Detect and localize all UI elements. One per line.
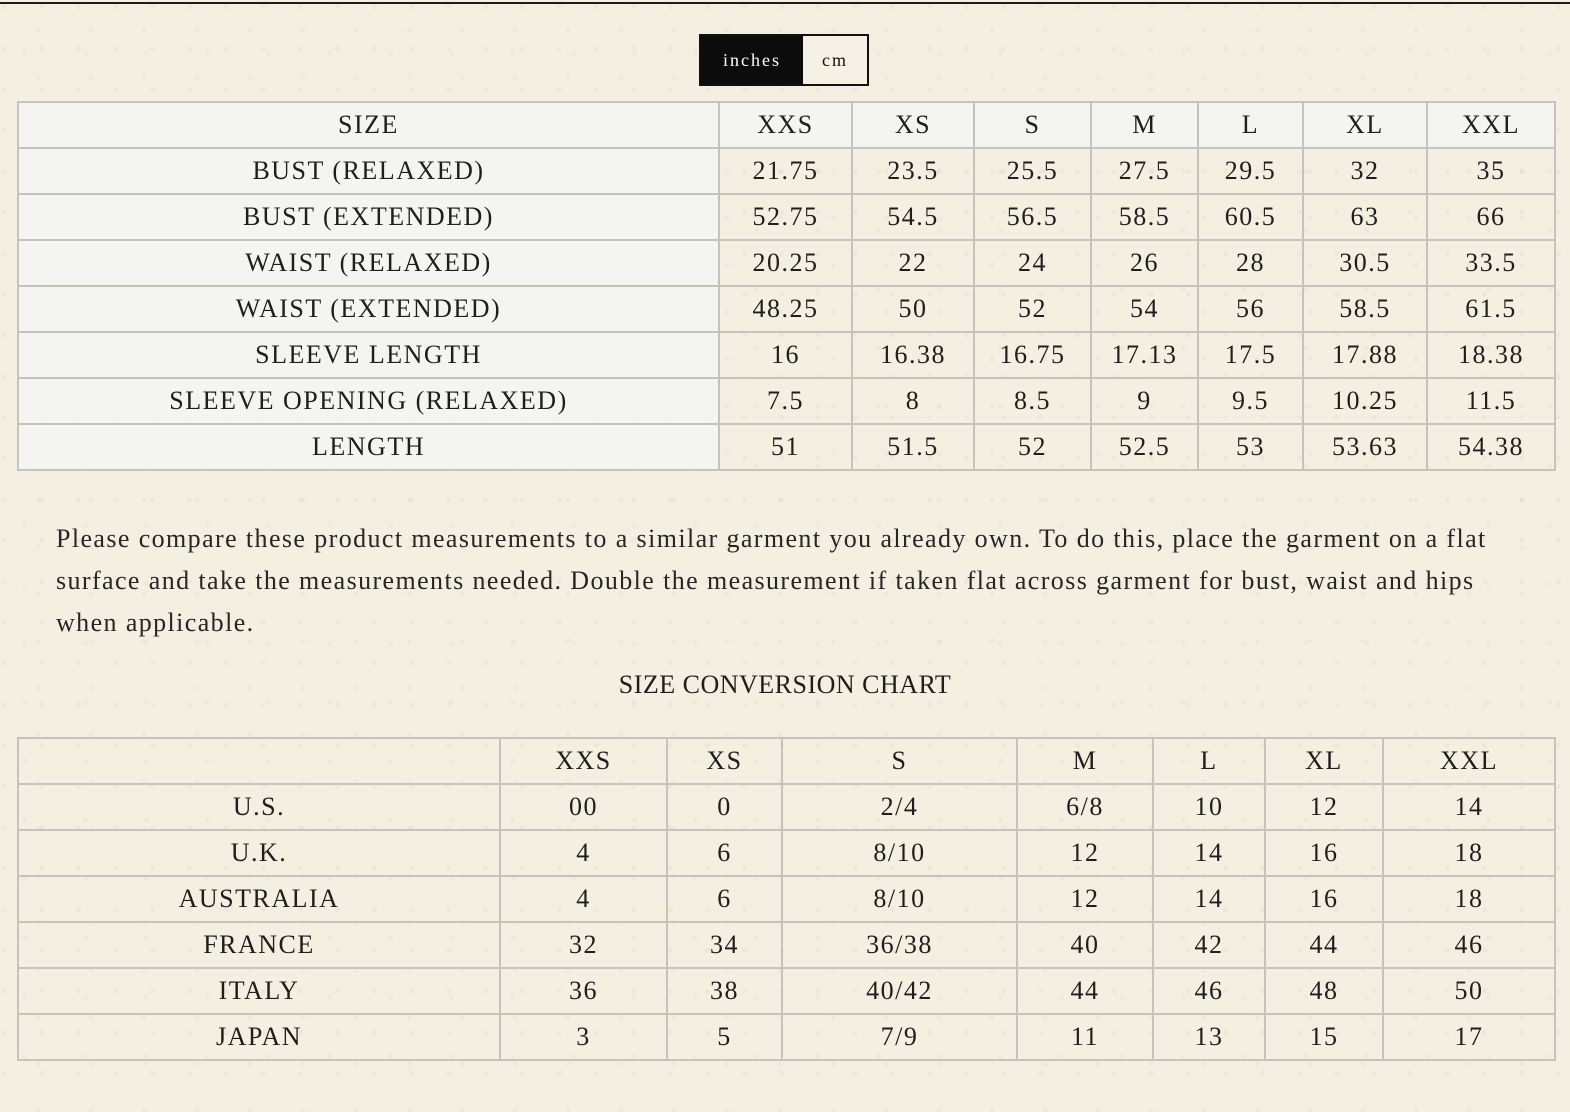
table-cell: 6/8 <box>1017 784 1153 830</box>
table-cell: 10 <box>1153 784 1265 830</box>
table-cell: 30.5 <box>1303 240 1427 286</box>
table-cell: 20.25 <box>719 240 852 286</box>
table-cell: 14 <box>1153 876 1265 922</box>
row-label: SLEEVE LENGTH <box>18 332 719 378</box>
size-header-cell: XXL <box>1427 102 1555 148</box>
table-cell: 17.88 <box>1303 332 1427 378</box>
size-header-cell: XXS <box>719 102 852 148</box>
table-cell: 10.25 <box>1303 378 1427 424</box>
table-cell: 54.38 <box>1427 424 1555 470</box>
table-row <box>18 922 1555 968</box>
size-header-cell: L <box>1198 102 1303 148</box>
table-cell: 51 <box>719 424 852 470</box>
table-cell: 32 <box>500 922 667 968</box>
table-cell: 9 <box>1091 378 1198 424</box>
table-cell: 48.25 <box>719 286 852 332</box>
size-header-cell: M <box>1017 738 1153 784</box>
table-cell: 2/4 <box>782 784 1017 830</box>
table-cell: 7/9 <box>782 1014 1017 1060</box>
table-row <box>18 194 1555 240</box>
table-cell: 54.5 <box>852 194 974 240</box>
table-cell: 26 <box>1091 240 1198 286</box>
size-conversion-table <box>17 737 1556 1061</box>
table-cell: 34 <box>667 922 782 968</box>
table-cell: 42 <box>1153 922 1265 968</box>
table-cell: 5 <box>667 1014 782 1060</box>
table-cell: 56 <box>1198 286 1303 332</box>
size-header-cell: L <box>1153 738 1265 784</box>
conversion-chart-title: SIZE CONVERSION CHART <box>618 670 952 699</box>
table-cell: 0 <box>667 784 782 830</box>
table-cell: 12 <box>1017 830 1153 876</box>
size-header-cell: S <box>974 102 1091 148</box>
table-cell: 3 <box>500 1014 667 1060</box>
row-label: LENGTH <box>18 424 719 470</box>
row-label: WAIST (EXTENDED) <box>18 286 719 332</box>
table-cell: 13 <box>1153 1014 1265 1060</box>
unit-inches-button[interactable]: inches <box>701 36 803 84</box>
table-cell: 40/42 <box>782 968 1017 1014</box>
table-cell: 29.5 <box>1198 148 1303 194</box>
table-cell: 58.5 <box>1303 286 1427 332</box>
table-cell: 25.5 <box>974 148 1091 194</box>
table-cell: 44 <box>1265 922 1383 968</box>
table-cell: 35 <box>1427 148 1555 194</box>
row-label: ITALY <box>18 968 500 1014</box>
table-cell: 22 <box>852 240 974 286</box>
table-cell: 23.5 <box>852 148 974 194</box>
table-cell: 18.38 <box>1427 332 1555 378</box>
row-label: JAPAN <box>18 1014 500 1060</box>
table-cell: 14 <box>1153 830 1265 876</box>
table-cell: 15 <box>1265 1014 1383 1060</box>
table-cell: 16 <box>1265 876 1383 922</box>
table-cell: 00 <box>500 784 667 830</box>
table-cell: 8.5 <box>974 378 1091 424</box>
table-cell: 16.75 <box>974 332 1091 378</box>
table-row <box>18 876 1555 922</box>
table-cell: 18 <box>1383 830 1555 876</box>
table-row <box>18 378 1555 424</box>
measurement-note: Please compare these product measurements to a similar garment you already own. To do this, place the garment on a flat surface and take the measurements needed. Double the measurement if taken flat across garment for bust, waist and hips when applicable. <box>56 524 1487 637</box>
table-cell: 16 <box>719 332 852 378</box>
table-cell: 8 <box>852 378 974 424</box>
table-cell: 32 <box>1303 148 1427 194</box>
row-label: BUST (RELAXED) <box>18 148 719 194</box>
table-row <box>18 286 1555 332</box>
top-divider <box>0 2 1570 4</box>
table-cell: 11 <box>1017 1014 1153 1060</box>
table-row <box>18 968 1555 1014</box>
table-cell: 16.38 <box>852 332 974 378</box>
table-row <box>18 784 1555 830</box>
size-header-cell: XXL <box>1383 738 1555 784</box>
table-cell: 8/10 <box>782 876 1017 922</box>
table-cell: 17 <box>1383 1014 1555 1060</box>
table-cell: 4 <box>500 876 667 922</box>
table-header-row <box>18 738 1555 784</box>
table-row <box>18 830 1555 876</box>
size-header-cell: M <box>1091 102 1198 148</box>
size-corner-label: SIZE <box>18 102 719 148</box>
table-cell: 4 <box>500 830 667 876</box>
row-label: BUST (EXTENDED) <box>18 194 719 240</box>
table-cell: 46 <box>1153 968 1265 1014</box>
table-cell: 36 <box>500 968 667 1014</box>
table-cell: 17.13 <box>1091 332 1198 378</box>
size-header-cell: XXS <box>500 738 667 784</box>
table-row <box>18 240 1555 286</box>
table-cell: 60.5 <box>1198 194 1303 240</box>
table-cell: 27.5 <box>1091 148 1198 194</box>
size-header-cell: XS <box>852 102 974 148</box>
table-header-row <box>18 102 1555 148</box>
size-header-cell: XL <box>1303 102 1427 148</box>
row-label: U.K. <box>18 830 500 876</box>
row-label: AUSTRALIA <box>18 876 500 922</box>
row-label: U.S. <box>18 784 500 830</box>
table-row <box>18 1014 1555 1060</box>
table-cell: 50 <box>852 286 974 332</box>
row-label: SLEEVE OPENING (RELAXED) <box>18 378 719 424</box>
table-cell: 6 <box>667 876 782 922</box>
table-cell: 12 <box>1017 876 1153 922</box>
table-cell: 12 <box>1265 784 1383 830</box>
table-cell: 40 <box>1017 922 1153 968</box>
size-header-cell: XS <box>667 738 782 784</box>
table-cell: 53.63 <box>1303 424 1427 470</box>
table-row <box>18 148 1555 194</box>
table-cell: 17.5 <box>1198 332 1303 378</box>
table-cell: 63 <box>1303 194 1427 240</box>
table-cell: 50 <box>1383 968 1555 1014</box>
size-header-cell: S <box>782 738 1017 784</box>
table-cell: 51.5 <box>852 424 974 470</box>
table-cell: 66 <box>1427 194 1555 240</box>
table-cell: 53 <box>1198 424 1303 470</box>
table-cell: 48 <box>1265 968 1383 1014</box>
table-cell: 56.5 <box>974 194 1091 240</box>
table-cell: 44 <box>1017 968 1153 1014</box>
table-cell: 9.5 <box>1198 378 1303 424</box>
table-cell: 24 <box>974 240 1091 286</box>
table-cell: 16 <box>1265 830 1383 876</box>
table-cell: 21.75 <box>719 148 852 194</box>
table-cell: 6 <box>667 830 782 876</box>
unit-cm-button[interactable]: cm <box>822 49 848 70</box>
table-cell: 52 <box>974 286 1091 332</box>
table-cell: 52.5 <box>1091 424 1198 470</box>
table-row <box>18 424 1555 470</box>
table-cell: 61.5 <box>1427 286 1555 332</box>
table-cell: 14 <box>1383 784 1555 830</box>
table-cell: 28 <box>1198 240 1303 286</box>
unit-toggle <box>699 34 869 86</box>
table-cell: 11.5 <box>1427 378 1555 424</box>
table-cell: 52.75 <box>719 194 852 240</box>
table-cell: 33.5 <box>1427 240 1555 286</box>
table-cell: 54 <box>1091 286 1198 332</box>
size-header-cell: XL <box>1265 738 1383 784</box>
table-cell: 52 <box>974 424 1091 470</box>
table-cell: 18 <box>1383 876 1555 922</box>
conversion-corner-cell <box>18 738 500 784</box>
measurements-table <box>17 101 1556 471</box>
row-label: WAIST (RELAXED) <box>18 240 719 286</box>
table-row <box>18 332 1555 378</box>
table-cell: 38 <box>667 968 782 1014</box>
table-cell: 7.5 <box>719 378 852 424</box>
table-cell: 36/38 <box>782 922 1017 968</box>
table-cell: 58.5 <box>1091 194 1198 240</box>
table-cell: 8/10 <box>782 830 1017 876</box>
table-cell: 46 <box>1383 922 1555 968</box>
row-label: FRANCE <box>18 922 500 968</box>
